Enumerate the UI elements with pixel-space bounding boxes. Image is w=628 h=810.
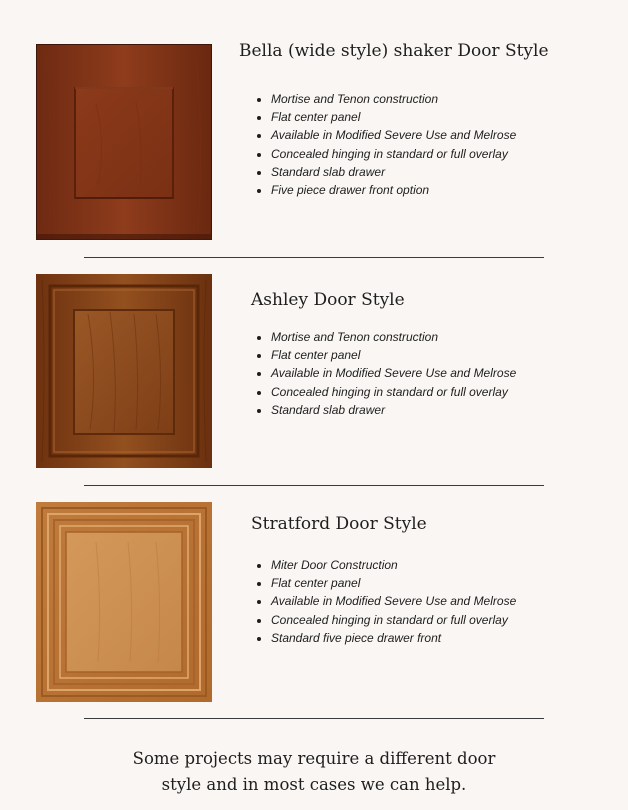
ashley-door-image xyxy=(36,274,212,468)
bella-feature: • Mortise and Tenon construction xyxy=(271,90,516,108)
section-divider xyxy=(84,485,544,486)
section-divider xyxy=(84,257,544,258)
bella-feature: • Concealed hinging in standard or full overlay xyxy=(271,145,516,163)
ashley-title: Ashley Door Style xyxy=(251,290,405,310)
bella-title: Bella (wide style) shaker Door Style xyxy=(239,41,549,61)
ashley-feature: • Available in Modified Severe Use and Melrose xyxy=(271,364,516,382)
bella-feature: • Flat center panel xyxy=(271,108,516,126)
ashley-feature-list xyxy=(258,328,516,419)
stratford-feature: • Standard five piece drawer front xyxy=(271,629,516,647)
stratford-feature: • Miter Door Construction xyxy=(271,556,516,574)
stratford-title: Stratford Door Style xyxy=(251,514,427,534)
stratford-feature: • Flat center panel xyxy=(271,574,516,592)
bella-feature: • Five piece drawer front option xyxy=(271,181,516,199)
footer-note xyxy=(0,746,628,798)
bella-feature: • Available in Modified Severe Use and Melrose xyxy=(271,126,516,144)
section-divider xyxy=(84,718,544,719)
stratford-feature: • Available in Modified Severe Use and Melrose xyxy=(271,592,516,610)
stratford-feature: • Concealed hinging in standard or full overlay xyxy=(271,611,516,629)
bella-feature-list xyxy=(258,90,516,199)
ashley-feature: • Flat center panel xyxy=(271,346,516,364)
ashley-feature: • Mortise and Tenon construction xyxy=(271,328,516,346)
stratford-feature-list xyxy=(258,556,516,647)
ashley-feature: • Concealed hinging in standard or full overlay xyxy=(271,383,516,401)
ashley-feature: • Standard slab drawer xyxy=(271,401,516,419)
bella-feature: • Standard slab drawer xyxy=(271,163,516,181)
bella-door-image xyxy=(36,44,212,240)
stratford-door-image xyxy=(36,502,212,702)
footer-line: Some projects may require a different door xyxy=(132,749,496,768)
footer-line: style and in most cases we can help. xyxy=(161,775,467,794)
